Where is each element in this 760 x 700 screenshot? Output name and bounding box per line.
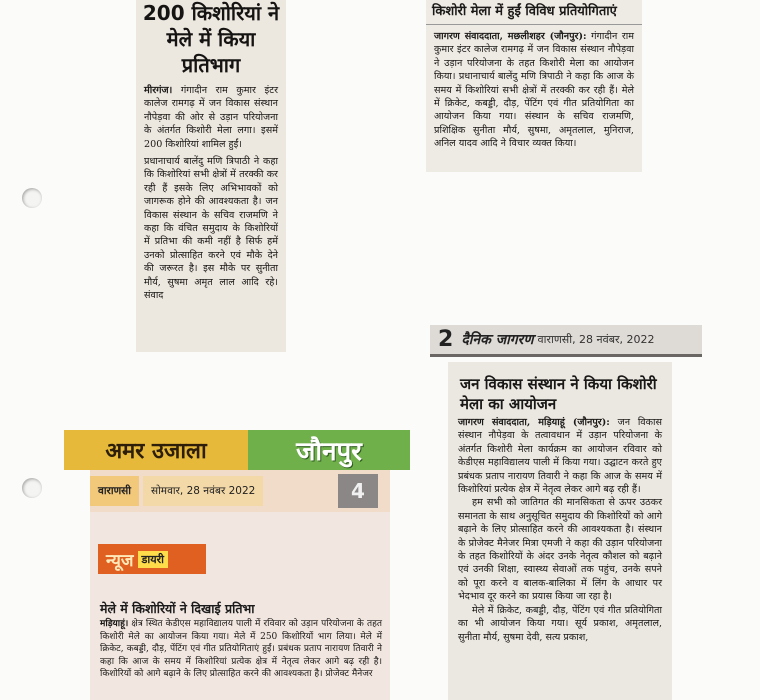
clipping-3-text-1: जन विकास संस्थान नौपेड़वा के तत्वावधान में उड़ान परियोजना के अंतर्गत किशोरी मेला कार्यक्रम का आयोजन रविवार को केडीएस महाविद्यालय पाली में किया गया। उद्घाटन करते हुए प्रबंधक प्रताप नारायण तिवारी ने कहा कि आज के समय में किशोरियां प्रत्येक क्षेत्र में नेतृत्व लेकर आगे बढ़ रही हैं। — [458, 417, 662, 496]
dainik-date: वाराणसी, 28 नवंबर, 2022 — [537, 333, 655, 346]
clipping-1-headline: 200 किशोरियां ने मेले में किया प्रतिभाग — [142, 1, 280, 77]
clipping-1-paragraph-2: प्रधानाचार्य बालेंदु मणि त्रिपाठी ने कहा कि किशोरियां सभी क्षेत्रों में तरक्की कर रही हैं इसके लिए अभिभावकों को जागरूक होने की आवश्यकता है। जन विकास संस्थान के सचिव राजमणि ने कहा कि वंचित समुदाय के किशोरियों में प्रतिभा की कमी नहीं है सिर्फ हमें उनको प्रोत्साहित करने एवं मौके देने की जरूरत है। इस मौके पर सुनीता मौर्य, सुषमा अमृत लाल आदि रहे। संवाद — [144, 156, 278, 302]
punch-hole-top — [22, 188, 42, 208]
clipping-3-dateline: जागरण संवाददाता, मड़ियाहूं (जौनपुर): — [458, 417, 610, 428]
news-diary-badge — [98, 544, 206, 574]
news-badge-sub: डायरी — [138, 551, 168, 568]
clipping-4-text: क्षेत्र स्थित केडीएस महाविद्यालय पाली में रविवार को उड़ान परियोजना के तहत किशोरी मेले का आयोजन किया गया। मेले में 250 किशोरियों भाग लिया। मेले में क्रिकेट, कबड्डी, दौड़, पेंटिंग एवं गीत प्रतियोगिताएं हुईं। प्रबंधक प्रताप नारायण तिवारी ने कहा कि आज के समय में किशोरियां प्रत्येक क्षेत्र में नेतृत्व लेकर आगे बढ़ रही है। किशोरियों को आगे बढ़ाने के लिए प्रोत्साहित करने की आवश्यकता है। प्रोजेक्ट मैनेजर — [100, 619, 382, 679]
amar-ujala-page-number: 4 — [338, 474, 378, 508]
clipping-4-paragraph — [100, 618, 382, 681]
clipping-1-paragraph-1 — [144, 84, 278, 151]
news-clipping-2 — [426, 0, 642, 172]
news-clipping-4 — [90, 512, 390, 700]
amar-ujala-masthead — [64, 430, 410, 470]
punch-hole-bottom — [22, 478, 42, 498]
clipping-3-paragraph-3: मेले में क्रिकेट, कबड्डी, दौड़, पेंटिंग एवं गीत प्रतियोगिता का भी आयोजन किया गया। सूर्य प्रकाश, अमृतलाल, सुनीता मौर्य, सुषमा देवी, सत्य प्रकाश, — [458, 604, 662, 643]
dainik-jagran-masthead — [430, 325, 702, 357]
dainik-page-number: 2 — [438, 327, 454, 352]
news-badge-main: न्यूज — [106, 550, 134, 571]
amar-ujala-city: जौनपुर — [248, 430, 410, 470]
news-clipping-3 — [448, 362, 672, 700]
clipping-1-dateline: मीरगंज। — [144, 85, 173, 96]
amar-ujala-paper-name: अमर उजाला — [64, 430, 248, 470]
clipping-4-dateline: मड़ियाहूं। — [100, 619, 129, 629]
clipping-2-dateline: जागरण संवाददाता, मछलीशहर (जौनपुर): — [434, 31, 587, 42]
clipping-2-paragraph — [434, 30, 634, 151]
dainik-paper-name: दैनिक जागरण — [461, 332, 534, 348]
clipping-3-paragraph-1 — [458, 416, 662, 496]
news-clipping-1 — [136, 0, 286, 352]
amar-ujala-place: वाराणसी — [90, 476, 139, 506]
clipping-1-text-1: गंगादीन राम कुमार इंटर कालेज रामगढ़ में जन विकास संस्थान नौपेड़वा की ओर से उड़ान परियोजना के अंतर्गत किशोरी मेला लगा। इसमें 200 किशोरियां शामिल हुईं। — [144, 85, 278, 150]
clipping-4-headline: मेले में किशोरियों ने दिखाई प्रतिभा — [100, 601, 255, 616]
amar-ujala-datebar — [90, 470, 390, 512]
clipping-2-headline: किशोरी मेला में हुईं विविध प्रतियोगिताएं — [426, 0, 642, 25]
clipping-3-paragraph-2: हम सभी को जातिगत की मानसिकता से ऊपर उठकर समानता के साथ अनुसूचित समुदाय की किशोरियों को आगे बढ़ाने के लिए प्रोत्साहित करने की आवश्यकता है। संस्थान के प्रोजेक्ट मैनेजर मित्रा एमजी ने कहा की उड़ान परियोजना के तहत किशोरियों के अंदर उनके नेतृत्व कौशल को बढ़ाने एवं उनकी शिक्षा, स्वास्थ्य सेवाओं तक पहुंच, उनके सपने को पूरा करने व बालक-बालिका में लिंग के आधार पर भेदभाव दूर करने का प्रयास किया जा रहा है। — [458, 497, 662, 603]
clipping-3-headline: जन विकास संस्थान ने किया किशोरी मेला का आयोजन — [460, 375, 657, 413]
amar-ujala-date: सोमवार, 28 नवंबर 2022 — [143, 476, 263, 506]
clipping-2-text: गंगादीन राम कुमार इंटर कालेज रामगढ़ में जन विकास संस्थान नौपेड़वा ने उड़ान परियोजना के तहत किशोरी मेला का आयोजन किया। प्रधानाचार्य बालेंदु मणि त्रिपाठी ने कहा कि आज के समय में किशोरियां सभी क्षेत्रों में तरक्की कर रही हैं। मेले में क्रिकेट, कबड्डी, दौड़, पेंटिंग एवं गीत प्रतियोगिता का आयोजन किया गया। संस्थान के सचिव राजमणि, प्रशिक्षिक सुनीता मौर्य, सुषमा, अमृतलाल, मुनिराज, अनिल यादव आदि ने विचार व्यक्त किया। — [434, 31, 634, 150]
